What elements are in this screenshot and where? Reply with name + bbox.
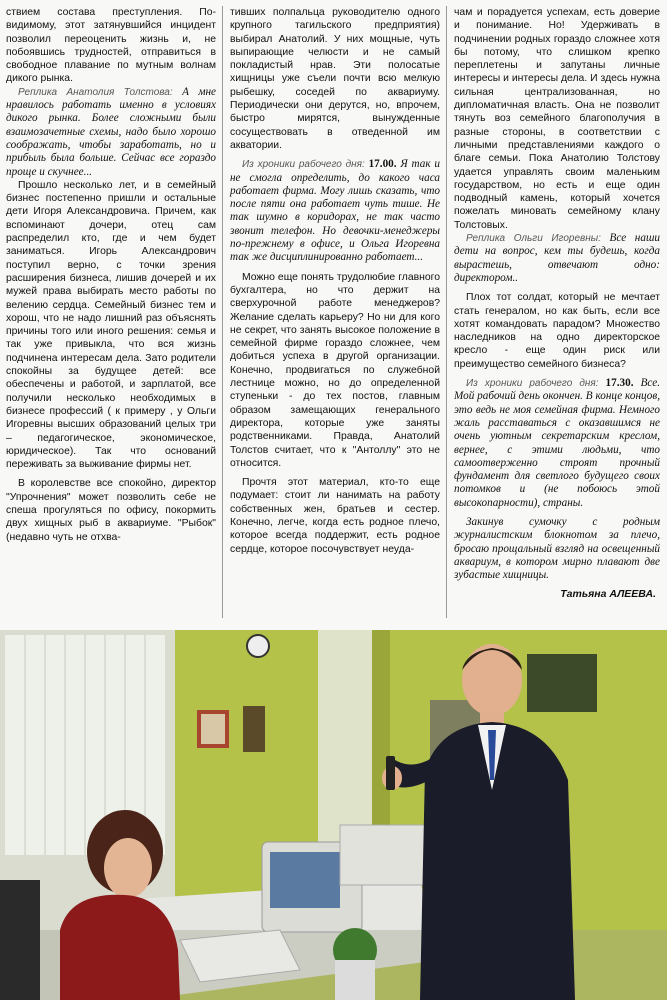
- paragraph-text: Все. Мой рабочий день окончен. В конце концов, это ведь не моя семейная фирма. Немного жаль расставаться с оказавшимся не очень уютным секретарским креслом, вернее, с этими людьми, что самоотверженно строят прочный фундамент для светлого будущего своих потомков и (не побоюсь этой высокопарности), страны.: [454, 377, 660, 509]
- office-photo-illustration: [0, 630, 667, 1000]
- author-signature: Татьяна АЛЕЕВА.: [560, 588, 656, 601]
- quote-label: Реплика Ольги Игоревны:: [466, 233, 601, 245]
- column-1: [6, 6, 216, 544]
- paragraph-text: Закинув сумочку с родным журналистским блокнотом за плечо, бросаю прощальный взгляд на освещенный аквариум, в котором мирно плавают две зубастые хищницы.: [454, 515, 660, 582]
- paragraph-text: А мне нравилось работать именно в условиях дикого рынка. Более сложными были взаимозачетные схемы, надо было хорошо соображать, чтобы заработать, но и прибыль была больше. Сейчас все гораздо проще и скучнее...: [6, 85, 216, 178]
- italic-quote: [454, 516, 660, 582]
- paragraph: [6, 179, 216, 472]
- italic-quote: [230, 158, 440, 264]
- paragraph-text: Плох тот солдат, который не мечтает стать генералом, но как быть, если все хотят командовать парадом? Множество наследников на одно директорское кресло - еще один риск или преимущество семейного бизнеса?: [454, 292, 660, 370]
- paragraph: [6, 477, 216, 543]
- paragraph-text: Я так и не смогла определить, до какого часа работает фирма. Могу лишь сказать, что после пяти она работает чуть тише. Не так шумно в коридорах, не так часто звонит телефон. Но девочки-менеджеры по-прежнему в офисе, и Ольга Игоревна так же дисциплинированно работает...: [230, 158, 440, 264]
- italic-quote: [6, 86, 216, 179]
- paragraph: [230, 6, 440, 152]
- paragraph: [230, 271, 440, 470]
- column-2: [230, 6, 440, 556]
- paragraph: [454, 291, 660, 371]
- paragraph-text: В королевстве все спокойно, директор "Упрочнения" может позволить себе не спеша прогуляться по офису, покормить двух хищных рыб в аквариуме. "Рыбок" (недавно чуть не отхва-: [6, 478, 216, 543]
- paragraph: [454, 6, 660, 232]
- paragraph-text: чам и порадуется успехам, есть доверие и понимание. Но! Удерживать в подчинении родных гораздо сложнее хотя бы потому, что слишком крепко переплетены и запутаны личные интересы и интересы дела. И здесь нужна сильная централизованная, но дипломатичная власть. Она не позволит тянуть воз семейного благополучия в разные стороны, в соответствии с личными представлениями каждого о благе семьи. Пока Анатолию Толстову удается управлять своим маленьким государством, но есть и еще один подводный камень, который хочется пожелать миновать семейному клану Толстовых.: [454, 7, 660, 231]
- quote-label: Из хроники рабочего дня:: [242, 159, 365, 171]
- time-stamp: 17.00.: [364, 158, 397, 171]
- paragraph-text: Все наши дети на вопрос, кем ты будешь, когда вырастешь, отвечают одно: директором..: [454, 232, 660, 284]
- paragraph-text: Можно еще понять трудолюбие главного бухгалтера, но что держит на сверхурочной работе менеджеров? Желание сделать карьеру? Но ни для кого не секрет, что занять высокое положение в семейной фирме гораздо сложнее, чем добиться успеха в другой организации. Конечно, продвигаться по служебной лестнице можно, но до определенной ступеньки - до тех постов, главным образом замещающих генерального директора, которые уже заняты родственниками. Правда, Анатолий Толстов считает, что к "Антоллу" это не относится.: [230, 271, 440, 469]
- column-divider: [446, 6, 447, 618]
- paragraph: [230, 476, 440, 556]
- paragraph-text: тивших полпальца руководителю одного крупного тагильского предприятия) выбирал Анатолий. У них мощные, чуть выпирающие челюсти и не самый покладистый нрав. Эти полосатые хищницы уже съели почти всю мелкую рыбешку, соседей по аквариуму. Периодически они дерутся, но, впрочем, быстро мирятся, вынужденные сосуществовать в отведенной им акватории.: [230, 7, 440, 151]
- paragraph-text: Прошло несколько лет, и в семейный бизнес постепенно пришли и остальные дети Игоря Александровича. Причем, как вспоминают дочери, отец сам распределил кто, где и чем будет заниматься. Игорь Александрович поступил верно, с точки зрения расширения бизнеса, лишив дочерей и их мужей права выбирать место работы по велению сердца. Семейный бизнес тем и хорош, что не надо лишний раз объяснять причины того или иного решения: семья и так уже привыкла, что вся жизнь подчинена интересам дела. Зато родители спокойны за будущее детей: все обеспечены и работой, и зарплатой, все получили несколько необходимых в бизнесе профессий ( к примеру , у Ольги Игоревны высших образований целых три – педагогическое, экономическое, юридическое). Так что оснований переживать за выживание фирмы нет.: [6, 179, 216, 471]
- italic-quote: [454, 377, 660, 510]
- paragraph-text: Прочтя этот материал, кто-то еще подумает: стоит ли нанимать на работу собственных жен, братьев и сестер. Конечно, легче, когда есть родное плечо, которое всегда поддержит, есть родное сердце, которое посочувствует неуда-: [230, 477, 440, 555]
- time-stamp: 17.30.: [598, 377, 634, 390]
- quote-label: Из хроники рабочего дня:: [466, 378, 599, 390]
- paragraph: [6, 6, 216, 86]
- office-photo: [0, 630, 667, 1000]
- paragraph-text: ствием состава преступления. По-видимому, этот затянувшийся инцидент позволил переоценить жизнь и, не побоявшись трудностей, отправиться в свободное плавание по мутным волнам дикого рынка.: [6, 7, 216, 85]
- column-divider: [222, 6, 223, 618]
- column-3: [454, 6, 660, 602]
- italic-quote: [454, 232, 660, 285]
- quote-label: Реплика Анатолия Толстова:: [18, 86, 173, 98]
